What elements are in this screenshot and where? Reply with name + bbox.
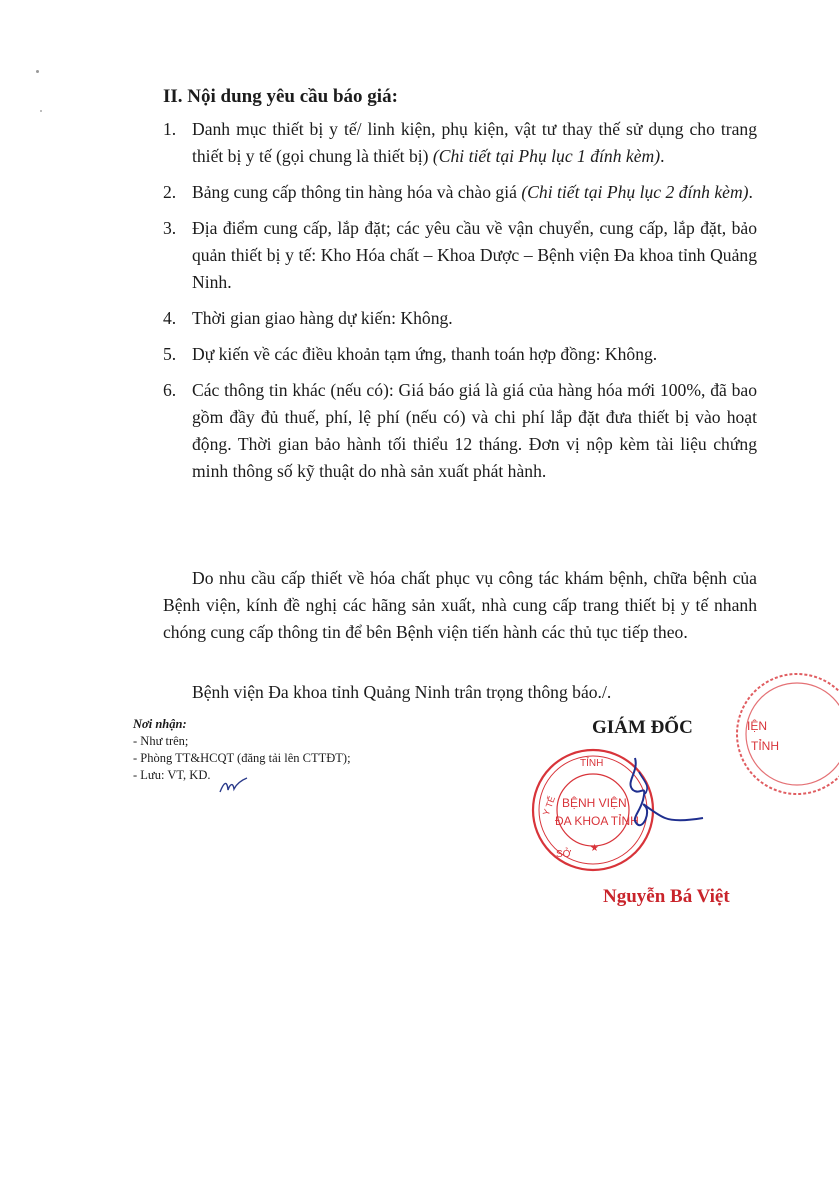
stamp-star: ★ [590,843,599,854]
handwritten-signature [595,752,705,842]
stamp-line1: BỆNH VIỆN [562,796,627,810]
list-item [163,215,757,296]
item-number: 4. [163,308,177,328]
requirements-list [163,116,757,494]
list-item [163,341,757,368]
request-paragraph: Do nhu cầu cấp thiết về hóa chất phục vụ công tác khám bệnh, chữa bệnh của Bệnh viện, kính đề nghị các hãng sản xuất, nhà cung cấp trang thiết bị y tế nhanh chóng cung cấp thông tin để bên Bệnh viện tiến hành các thủ tục tiếp theo. [163,568,757,642]
partial-stamp-line2: TỈNH [751,739,779,753]
item-text: Các thông tin khác (nếu có): Giá báo giá là giá của hàng hóa mới 100%, đã bao gồm đầy đủ thuế, phí, lệ phí (nếu có) và chi phí lắp đặt đưa thiết bị vào hoạt động. Thời gian bảo hành tối thiểu 12 tháng. Đơn vị nộp kèm tài liệu chứng minh thông số kỹ thuật do nhà sản xuất phát hành. [192,380,757,481]
list-item [163,305,757,332]
list-item [163,377,757,485]
item-text: Danh mục thiết bị y tế/ linh kiện, phụ kiện, vật tư thay thế sử dụng cho trang thiết bị y tế (gọi chung là thiết bị) (Chi tiết tại Phụ lục 1 đính kèm). [192,119,757,166]
stamp-left-word: Y TẾ [540,794,558,817]
signer-name: Nguyễn Bá Việt [603,886,730,907]
item-text: Bảng cung cấp thông tin hàng hóa và chào giá (Chi tiết tại Phụ lục 2 đính kèm). [192,182,753,202]
handwritten-initials [218,776,250,798]
item-number: 6. [163,380,177,400]
stamp-bottom-word: SỞ [556,849,572,860]
scan-speck [40,110,42,112]
item-number: 5. [163,344,177,364]
item-number: 1. [163,119,177,139]
partial-stamp-line1: IỆN [747,719,768,733]
recipient-line: - Phòng TT&HCQT (đăng tải lên CTTĐT); [133,751,351,765]
signer-title: GIÁM ĐỐC [592,717,693,738]
stamp-top-word: TỈNH [580,758,604,769]
item-text: Thời gian giao hàng dự kiến: Không. [192,308,453,328]
recipients-block [133,716,351,784]
closing-paragraph: Bệnh viện Đa khoa tỉnh Quảng Ninh trân trọng thông báo./. [192,682,612,702]
item-italic-reference: (Chi tiết tại Phụ lục 1 đính kèm) [432,146,661,166]
recipient-line: - Lưu: VT, KD. [133,768,211,782]
item-number: 2. [163,182,177,202]
list-item [163,116,757,170]
partial-stamp [735,666,839,801]
recipients-title: Nơi nhận: [133,717,187,731]
item-text: Dự kiến về các điều khoản tạm ứng, thanh toán hợp đồng: Không. [192,344,658,364]
stamp-line2: ĐA KHOA TỈNH [555,814,639,828]
section-heading: II. Nội dung yêu cầu báo giá: [163,86,398,107]
item-italic-reference: (Chi tiết tại Phụ lục 2 đính kèm) [521,182,749,202]
recipient-line: - Như trên; [133,734,189,748]
scan-speck [36,70,39,73]
item-number: 3. [163,218,177,238]
item-text: Địa điểm cung cấp, lắp đặt; các yêu cầu về vận chuyển, cung cấp, lắp đặt, bảo quản thiết bị y tế: Kho Hóa chất – Khoa Dược – Bệnh viện Đa khoa tỉnh Quảng Ninh. [192,218,757,292]
list-item [163,179,757,206]
